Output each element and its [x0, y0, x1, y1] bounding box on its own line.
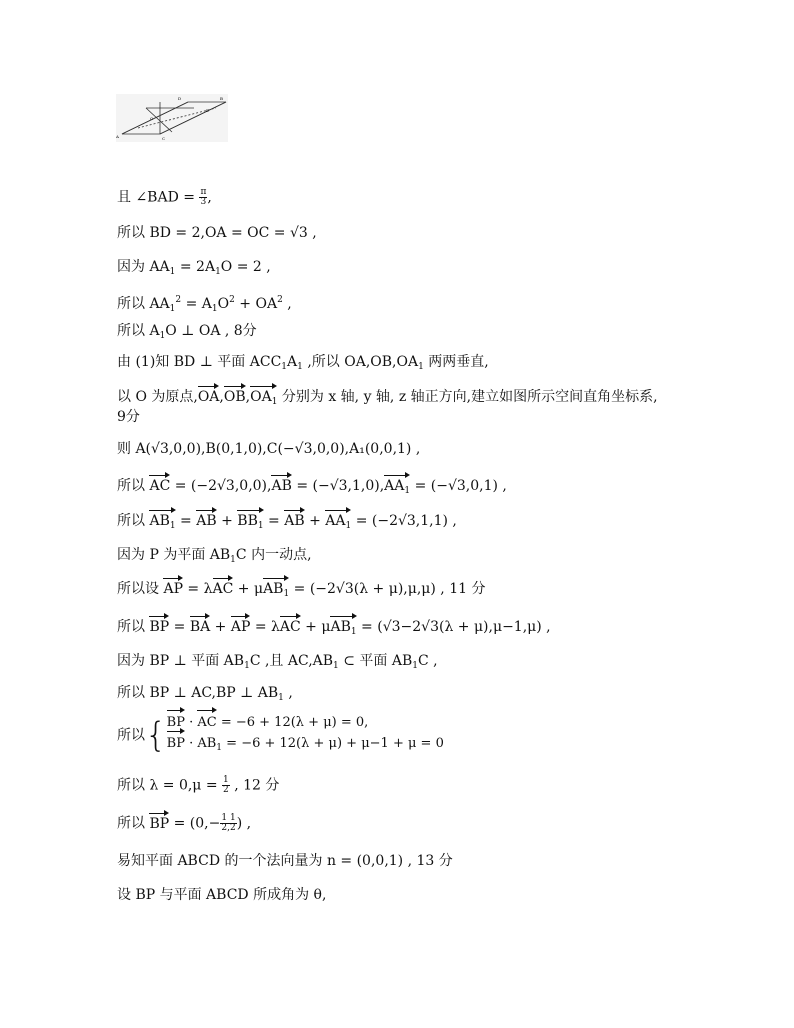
denominator: 2 — [223, 785, 229, 795]
line-bp-perp-plane: 因为 BP ⊥ 平面 $AB_1C$ ,且 $AC,AB_1$ ⊂ 平面 $AB_1C$ , — [117, 653, 438, 671]
vector: AA — [384, 478, 405, 494]
line-vector-bp: 所以 BP = BA + AP = λAC + μAB$_1$ = (√3−2√3(λ + μ),μ−1,μ) , — [117, 618, 737, 641]
line-text: = −6 + 12(λ + μ) + μ−1 + μ = 0 — [222, 736, 444, 751]
line-text: 则 A(√3,0,0),B(0,1,0),C(−√3,0,0),A₁(0,0,1) , — [117, 441, 421, 457]
line-text: = (−2√3,1,1) , — [351, 513, 457, 529]
vector: BB — [237, 513, 258, 529]
line-text: , — [207, 189, 212, 206]
numerator: 1 — [223, 775, 229, 785]
line-perpendicular: 所以 $A_1O$ ⊥ OA , 8分 — [117, 323, 257, 341]
line-points — [117, 440, 737, 458]
line-text: , — [282, 296, 292, 312]
line-text: 所以 — [117, 727, 145, 744]
vector: BP — [149, 619, 170, 635]
line-text: 以 O 为原点, — [117, 389, 198, 405]
vector: AB — [149, 513, 170, 529]
line-text: C 内一动点, — [235, 547, 312, 563]
line-text: = (−2√3(λ + μ),μ,μ) , 11 分 — [289, 581, 486, 597]
parallelepiped-figure — [116, 94, 228, 142]
numerator: π — [200, 187, 207, 197]
line-score-9 — [117, 408, 737, 426]
line-text: · — [184, 715, 198, 730]
line-text: , — [283, 685, 293, 701]
vector: BP — [167, 712, 185, 733]
figure-label-o: O — [150, 116, 154, 121]
line-pythagoras: 所以 $AA_1^2 = A_1O^2 + OA^2$ , — [117, 295, 292, 314]
vector: AA — [325, 513, 346, 529]
line-text: C , — [418, 653, 438, 669]
vector: BP — [167, 733, 185, 754]
line-text: + OA — [234, 296, 278, 312]
line-text: 因为 P 为平面 AB — [117, 547, 231, 563]
line-vector-ab1: 所以 $AB_1$ = AB + $BB_1$ = AB + $AA_1 = (-2√3,1,1)$ , — [117, 512, 737, 535]
figure-label-e: E — [206, 108, 209, 113]
vector: AC — [197, 712, 216, 733]
line-text: = (−√3,1,0), — [291, 478, 385, 494]
line-coordinate-system: 以 O 为原点$,OA,OB,OA_1$ 分别为 x 轴, y 轴, z 轴正方向,建立如图所示空间直角坐标系, — [117, 388, 737, 411]
fraction-1-2 — [222, 776, 230, 795]
line-bp-perp-lines: 所以 BP ⊥ AC,BP ⊥ $AB_1$ , — [117, 685, 293, 703]
denominator: 3 — [200, 197, 207, 207]
vector: AP — [163, 581, 183, 597]
line-text: 所以 BP ⊥ AC,BP ⊥ AB — [117, 685, 279, 701]
vector: OB — [223, 389, 246, 405]
numerator: 1 1 — [221, 813, 236, 823]
vector: AC — [279, 619, 301, 635]
line-angle-theta — [117, 886, 737, 904]
line-bd-plane: 由 (1)知 BD ⊥ 平面 $ACC_1A_1$ ,所以 $OA,OB,OA_1$ 两两垂直, — [117, 354, 489, 372]
vector: AB — [271, 478, 292, 494]
line-text: 所以 — [117, 478, 150, 494]
line-text: 且 ∠BAD = — [117, 189, 195, 206]
line-text: = (√3−2√3(λ + μ),μ−1,μ) , — [356, 619, 551, 635]
figure-label-b: B — [220, 96, 223, 101]
line-text: 所以 λ = 0,μ = — [117, 777, 218, 794]
fraction-half-half — [220, 814, 236, 833]
vector: AC — [212, 581, 234, 597]
line-text: ⊂ 平面 AB — [338, 653, 413, 669]
line-vectors-ac-ab: 所以 AC = $(-2√3,0,0),AB = (-√3,1,0),AA_1 = (-√3,0,1)$ , — [117, 477, 737, 500]
line-text: 分别为 x 轴, y 轴, z 轴正方向,建立如图所示空间直角坐标系, — [277, 389, 658, 405]
line-text: ) , — [236, 815, 252, 832]
line-text: 所以 — [117, 619, 150, 635]
line-p-moving: 因为 P 为平面 $AB_1C$ 内一动点, — [117, 547, 312, 565]
line-text: 所以 — [117, 815, 150, 832]
line-text: A — [287, 354, 298, 370]
line-equation-system — [117, 712, 737, 759]
figure-label-d: D — [178, 96, 182, 101]
line-normal-vector — [117, 852, 737, 870]
line-text: 两两垂直, — [423, 354, 489, 370]
equation-row-1 — [167, 712, 444, 733]
line-text: = 2A — [175, 259, 216, 275]
line-text: 所以 — [117, 513, 150, 529]
line-text: = A — [181, 296, 212, 312]
denominator: 2,2 — [221, 823, 236, 833]
line-text: = (−√3,0,1) , — [410, 478, 507, 494]
line-vector-ap: 所以设 AP = λAC + μAB$_1$ = (−2√3(λ + μ),μ,μ) , 11 分 — [117, 580, 737, 603]
line-text: 所以 A — [117, 323, 160, 339]
line-text: C ,且 AC,AB — [249, 653, 334, 669]
line-text: O ⊥ OA , 8分 — [165, 323, 257, 339]
line-text: 所以设 — [117, 581, 164, 597]
equation-row-2: BP · $AB_1 = -6 + 12(\lambda + \mu) + \mu-1 + \mu = 0$ — [167, 733, 444, 759]
equation-system — [167, 712, 444, 759]
line-aa1: 因为 $AA_1 = 2A_1O = 2$ , — [117, 259, 271, 277]
vector: AP — [230, 619, 251, 635]
vector: BA — [189, 619, 211, 635]
line-angle — [117, 188, 737, 207]
left-brace: { — [145, 715, 167, 756]
line-text: 所以 AA — [117, 296, 170, 312]
line-text: O — [217, 296, 230, 312]
vector: AB — [330, 619, 351, 635]
line-text: O = 2 , — [220, 259, 271, 275]
line-text: = −6 + 12(λ + μ) = 0, — [216, 715, 369, 730]
line-lambda-mu — [117, 776, 737, 795]
vector: AB — [263, 581, 284, 597]
figure-label-c: C — [162, 136, 166, 141]
line-text: = (0,− — [169, 815, 221, 832]
line-text: 因为 BP ⊥ 平面 AB — [117, 653, 245, 669]
line-text: ,所以 OA,OB,OA — [302, 354, 419, 370]
line-text: · AB — [184, 736, 217, 751]
line-bd-oa — [117, 224, 737, 242]
vector: OA — [250, 389, 272, 405]
line-text: 9分 — [117, 409, 140, 425]
vector: BP — [149, 815, 170, 832]
line-text: 由 (1)知 BD ⊥ 平面 ACC — [117, 354, 282, 370]
line-text: , 12 分 — [229, 777, 280, 794]
line-text: 因为 AA — [117, 259, 170, 275]
vector: OA — [197, 389, 220, 405]
vector: AB — [284, 513, 305, 529]
line-text: 易知平面 ABCD 的一个法向量为 n = (0,0,1) , 13 分 — [117, 853, 453, 869]
line-text: = (−2√3,0,0), — [170, 478, 272, 494]
figure-label-a: A — [116, 134, 119, 139]
line-text: 所以 BD = 2,OA = OC = √3 , — [117, 225, 317, 241]
vector: AB — [196, 513, 217, 529]
line-bp-result — [117, 814, 737, 833]
line-text: 设 BP 与平面 ABCD 所成角为 θ, — [117, 887, 327, 903]
vector: AC — [149, 478, 171, 494]
